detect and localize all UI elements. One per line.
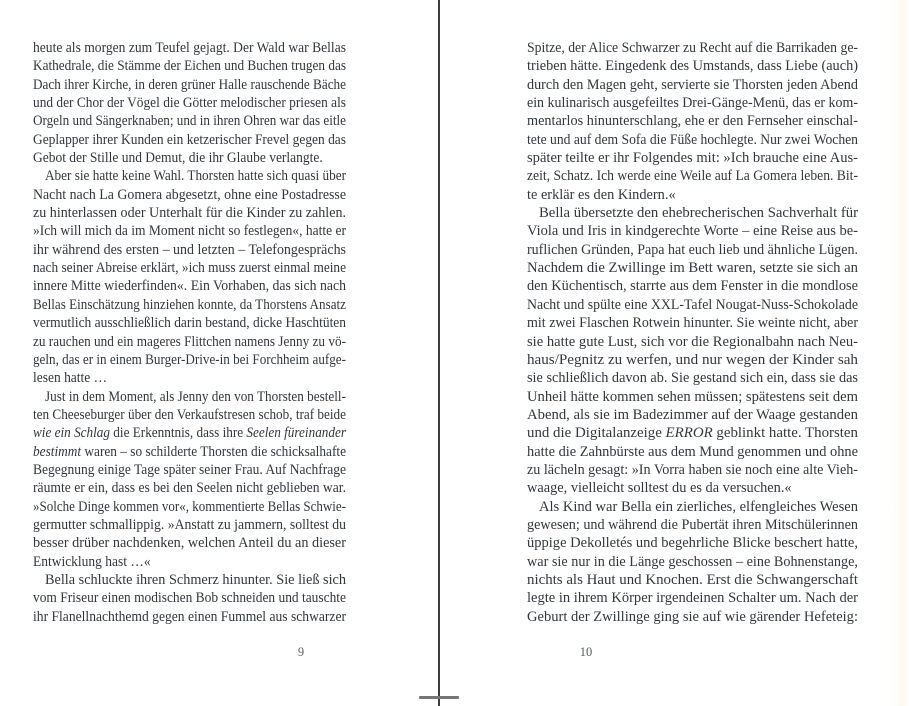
text-line: Nacht nach La Gomera abgesetzt, ohne eine Postadresse <box>33 186 346 203</box>
text-line: legte in ihrem Körper irgendeinen Schalter um. Nach der <box>527 590 858 607</box>
text-line: te erklär es den Kindern.« <box>527 186 676 203</box>
text-line: ten Cheeseburger über den Verkaufstresen schob, traf beide <box>33 406 346 423</box>
text-line: Als Kind war Bella ein zierliches, elfengleiches Wesen <box>539 498 858 515</box>
text-line: nichts als Haut und Knochen. Erst die Schwangerschaft <box>527 571 858 588</box>
text-line: Nacht und spülte eine XXL-Tafel Nougat-Nuss-Schokolade <box>527 296 858 313</box>
text-line: germutter schmallippig. »Anstatt zu jammern, solltest du <box>33 516 346 533</box>
text-line: geln, das er in einem Burger-Drive-in bei Forchheim aufge- <box>33 351 346 368</box>
text-line: Nachdem die Zwillinge im Bett waren, setzte sie sich an <box>527 260 858 277</box>
text-line: durch den Magen geht, servierte sie Thorsten jeden Abend <box>527 76 858 93</box>
text-line: Orgeln und Sängerknaben; und in ihren Ohren war das eitle <box>33 113 346 130</box>
text-line: heute als morgen zum Teufel gejagt. Der Wald war Bellas <box>33 40 346 56</box>
left-page-number: 9 <box>297 645 305 659</box>
text-line: Viola und Iris in kindgerechte Worte – eine Reise aus be- <box>527 223 858 240</box>
left-page-text <box>33 39 346 626</box>
text-line: zu hinterlassen oder Unterhalt für die Kinder zu zahlen. <box>33 205 346 222</box>
text-line: ihr während des ersten – und letzten – Telefongesprächs <box>33 241 346 258</box>
text-line: waage, vielleicht solltest du es da versuchen.« <box>527 480 792 497</box>
text-line: bestimmt waren – so schilderte Thorsten die schicksalhafte <box>33 443 346 460</box>
text-line: »Solche Dinge kommen vor«, kommentierte Bellas Schwie- <box>33 498 346 515</box>
text-line: mit zwei Flaschen Rotwein hinunter. Sie weinte nicht, aber <box>527 315 858 332</box>
text-line: Kathedrale, die Stämme der Eichen und Buchen trugen das <box>33 58 346 75</box>
page-edge-scan-tint <box>891 0 909 706</box>
right-page-number: 10 <box>579 645 593 659</box>
text-line: zu lächeln gesagt: »In Vorra haben sie noch eine alte Vieh- <box>527 461 858 478</box>
text-line: nach seiner Abreise erklärt, »ich muss zuerst einmal meine <box>33 260 346 277</box>
text-line: gewesen; und während die Pubertät ihren Mitschülerinnen <box>527 516 858 533</box>
text-line: Aber sie hatte keine Wahl. Thorsten hatte sich quasi über <box>45 168 346 185</box>
text-line: vermutlich ausschließlich darin bestand, dicke Haschtüten <box>33 315 346 332</box>
right-page-text <box>527 39 858 626</box>
text-line: Dach ihrer Kirche, in deren grüner Halle rauschende Bäche <box>33 76 346 93</box>
text-line: Geplapper ihrer Kunden ein ketzerischer Frevel gegen das <box>33 131 346 148</box>
text-line: wie ein Schlag die Erkenntnis, dass ihre Seelen füreinander <box>33 425 346 442</box>
text-line: innere Mitte wiederfinden«. Ein Vorhaben, das sich nach <box>33 278 346 295</box>
text-line: Spitze, der Alice Schwarzer zu Recht auf die Barrikaden ge- <box>527 40 858 56</box>
text-line: trieben hätte. Eingedenk des Umstands, dass Liebe (auch) <box>527 58 858 75</box>
text-line: lesen hatte … <box>33 370 108 387</box>
text-line: sie hatte gute Lust, sich vor die Regionalbahn nach Neu- <box>527 333 858 350</box>
text-line: war sie nur in die Länge geschossen – eine Bohnenstange, <box>527 553 858 570</box>
text-line: zeit, Schatz. Ich werde eine Weile auf La Gomera leben. Bit- <box>527 168 858 185</box>
text-line: Just in dem Moment, als Jenny den von Thorsten bestell- <box>45 388 346 405</box>
text-line: hatte die Zahnbürste aus dem Mund genommen und ohne <box>527 443 858 460</box>
text-line: Bellas Einschätzung hinziehen konnte, da Thorstens Ansatz <box>33 296 346 313</box>
center-divider-line <box>438 0 440 706</box>
text-line: Bella schluckte ihren Schmerz hinunter. Sie ließ sich <box>45 571 346 588</box>
text-line: Entwicklung hast …« <box>33 553 151 570</box>
text-line: räumte er ein, dass es bei den Seelen nicht geblieben war. <box>33 480 346 497</box>
text-line: sie schließlich davon ab. Sie gestand sich ein, dass sie das <box>527 370 858 387</box>
text-line: ruflichen Gründen, Papa hat euch lieb und ähnliche Lügen. <box>527 241 858 258</box>
text-line: Unheil hätte kommen sehen müssen; spätestens seit dem <box>527 388 858 405</box>
text-line: tete und auf dem Sofa die Füße hochlegte. Nur zwei Wochen <box>527 131 858 148</box>
text-line: Bella übersetzte den ehebrecherischen Sachverhalt für <box>539 205 858 222</box>
text-line: besser drüber nachdenken, welchen Anteil du an dieser <box>33 535 346 552</box>
text-line: Gebot der Stille und Demut, die ihr Glaube verlangte. <box>33 150 323 167</box>
bottom-crop-mark <box>419 696 459 699</box>
text-line: und der Chor der Vögel die Götter melodischer priesen als <box>33 95 346 112</box>
text-line: zu rauchen und ein mageres Flittchen namens Jenny zu vö- <box>33 333 346 350</box>
text-line: und die Digitalanzeige ERROR geblinkt hatte. Thorsten <box>527 425 858 442</box>
text-line: später teilte er ihr Folgendes mit: »Ich brauche eine Aus- <box>527 150 858 167</box>
text-line: vom Friseur einen modischen Bob schneiden und tauschte <box>33 590 346 607</box>
text-line: haus/Pegnitz zu werfen, und nur wegen der Kinder sah <box>527 351 858 368</box>
text-line: ein kulinarisch ausgefeiltes Drei-Gänge-Menü, das er kom- <box>527 95 858 112</box>
text-line: Begegnung einige Tage später seiner Frau. Auf Nachfrage <box>33 461 346 478</box>
text-line: mentarlos hinunterschlang, ehe er den Fernseher einschal- <box>527 113 858 130</box>
text-line: den Küchentisch, starrte aus dem Fenster in die mondlose <box>527 278 858 295</box>
text-line: »Ich will mich da im Moment nicht so festlegen«, hatte er <box>33 223 346 240</box>
text-line: ihr Flanellnachthemd gegen einen Fummel aus schwarzer <box>33 608 346 625</box>
text-line: üppige Dekolletés und begehrliche Blicke beschert hatte, <box>527 535 858 552</box>
text-line: Abend, als sie im Badezimmer auf der Waage gestanden <box>527 406 858 423</box>
text-line: Geburt der Zwillinge ging sie auf wie gärender Hefeteig: <box>527 608 858 625</box>
